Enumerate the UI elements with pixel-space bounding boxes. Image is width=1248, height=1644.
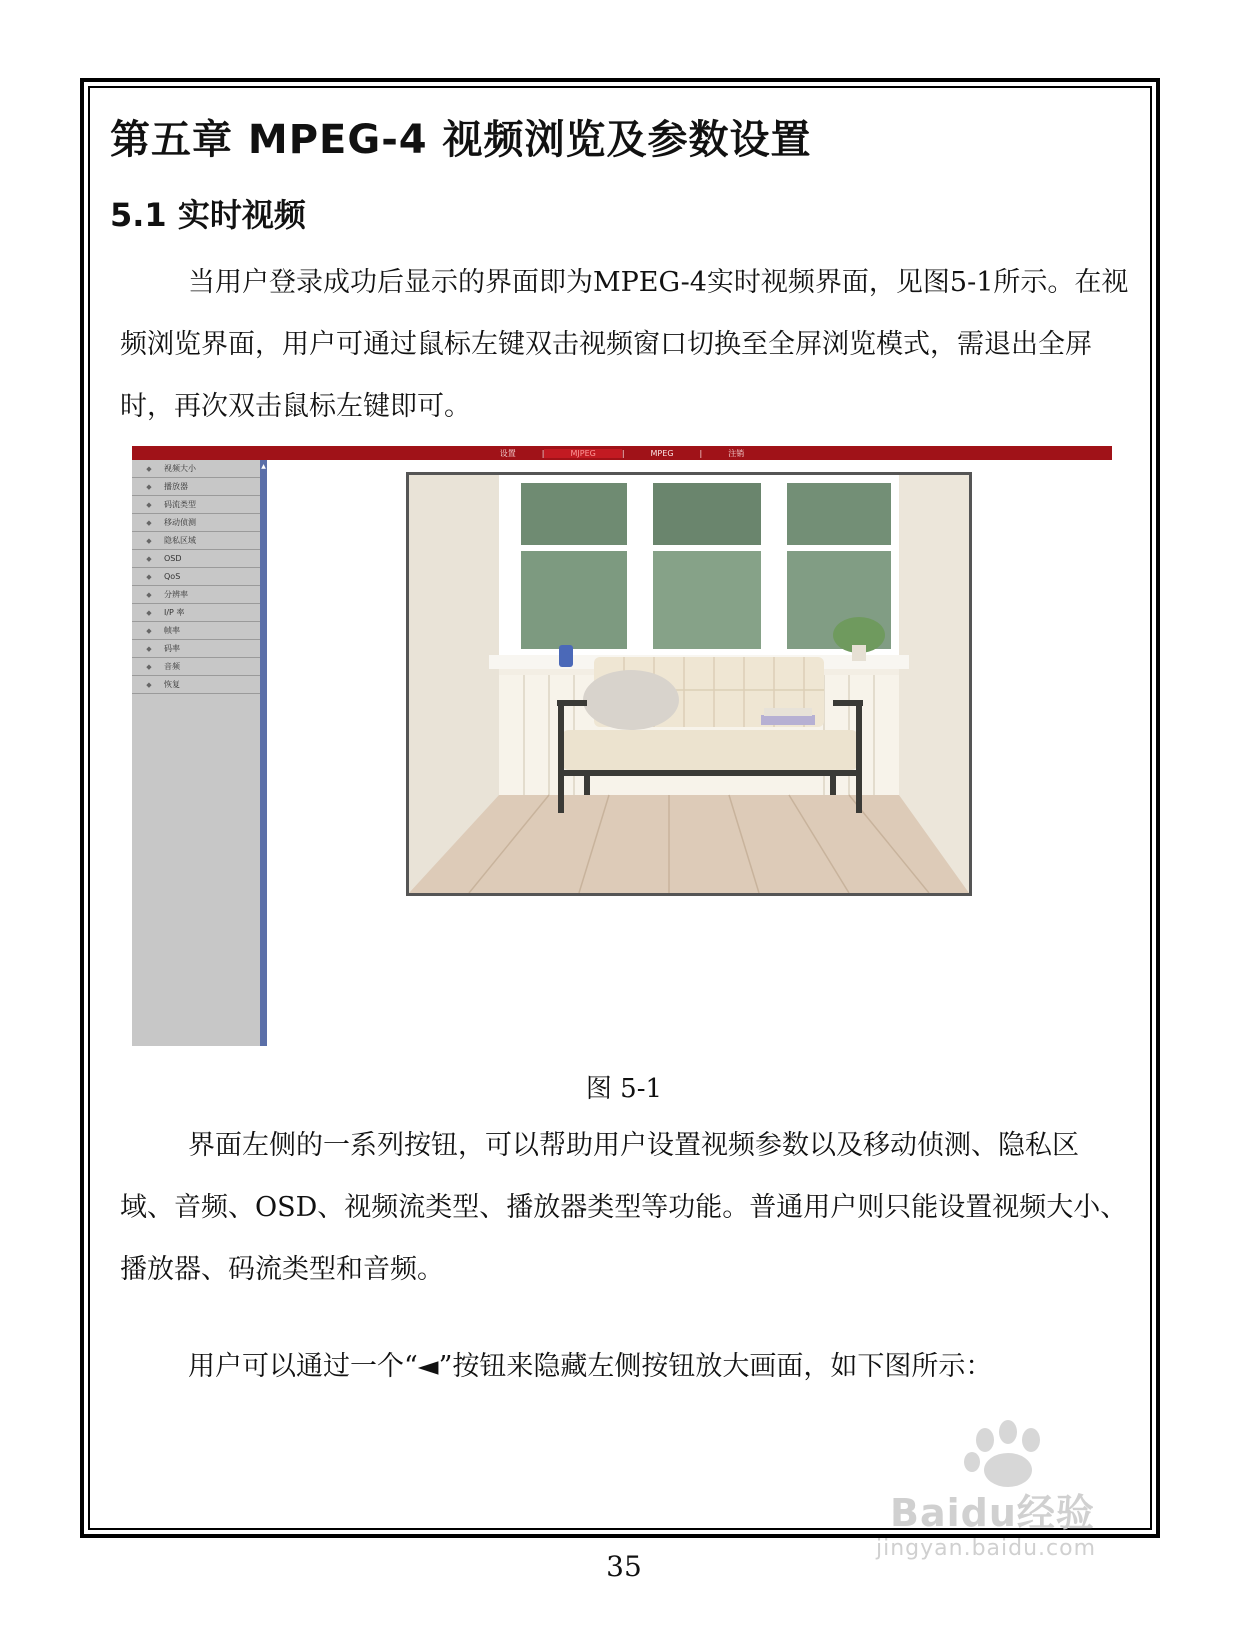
bullet-icon: ◆	[146, 536, 152, 545]
video-frame-image	[409, 475, 969, 893]
sidebar-item-label: 码流类型	[164, 500, 196, 509]
sidebar-item-label: 帧率	[164, 626, 180, 635]
sidebar-item-label: I/P 率	[164, 608, 185, 617]
bullet-icon: ◆	[146, 482, 152, 491]
sidebar-item-label: 码率	[164, 644, 180, 653]
settings-sidebar	[132, 460, 260, 1046]
bullet-icon: ◆	[146, 608, 152, 617]
figure-web-ui	[132, 446, 1112, 1046]
sidebar-item-label: 移动侦测	[164, 518, 196, 527]
sidebar-item-osd[interactable]	[132, 550, 260, 568]
top-nav-bar	[132, 446, 1112, 460]
baidu-watermark	[870, 1420, 1170, 1560]
watermark-logo: Baidu经验	[890, 1491, 1095, 1535]
nav-logout[interactable]: 注销	[728, 448, 745, 458]
nav-settings[interactable]: 设置	[499, 448, 516, 458]
live-video-window[interactable]	[406, 472, 972, 896]
sidebar-scrollbar[interactable]	[260, 460, 267, 1046]
bullet-icon: ◆	[146, 518, 152, 527]
nav-mpeg[interactable]: MPEG	[650, 448, 674, 458]
sidebar-item-bit-rate[interactable]	[132, 640, 260, 658]
nav-mjpeg[interactable]: MJPEG	[544, 449, 621, 458]
intro-paragraph: 当用户登录成功后显示的界面即为MPEG-4实时视频界面，见图5-1所示。在视频浏览界面，用户可通过鼠标左键双击视频窗口切换至全屏浏览模式，需退出全屏时，再次双击鼠标左键即可。	[120, 267, 1129, 422]
sidebar-item-video-size[interactable]	[132, 460, 260, 478]
sidebar-item-label: 隐私区域	[164, 536, 196, 545]
sidebar-item-label: OSD	[164, 554, 182, 563]
bullet-icon: ◆	[146, 680, 152, 689]
bullet-icon: ◆	[146, 626, 152, 635]
watermark-url: jingyan.baidu.com	[876, 1536, 1097, 1561]
bullet-icon: ◆	[146, 662, 152, 671]
sidebar-item-label: 分辨率	[164, 590, 188, 599]
sidebar-item-label: 恢复	[164, 680, 180, 689]
sidebar-description-paragraph: 界面左侧的一系列按钮，可以帮助用户设置视频参数以及移动侦测、隐私区域、音频、OSD、视频流类型、播放器类型等功能。普通用户则只能设置视频大小、播放器、码流类型和音频。	[120, 1130, 1128, 1285]
bullet-icon: ◆	[146, 464, 152, 473]
section-title: 5.1 实时视频	[110, 196, 306, 234]
nav-separator: |	[541, 448, 545, 458]
paw-icon	[950, 1420, 1070, 1490]
sidebar-item-label: 播放器	[164, 482, 188, 491]
hide-sidebar-paragraph: 用户可以通过一个“◄”按钮来隐藏左侧按钮放大画面，如下图所示：	[188, 1351, 993, 1382]
sidebar-item-label: 视频大小	[164, 464, 196, 473]
sidebar-item-label: QoS	[164, 572, 181, 581]
sidebar-item-audio[interactable]	[132, 658, 260, 676]
bullet-icon: ◆	[146, 572, 152, 581]
sidebar-item-qos[interactable]	[132, 568, 260, 586]
nav-separator: |	[699, 448, 703, 458]
bullet-icon: ◆	[146, 590, 152, 599]
page-number: 35	[606, 1550, 642, 1583]
chapter-title: 第五章 MPEG-4 视频浏览及参数设置	[110, 117, 812, 163]
bullet-icon: ◆	[146, 554, 152, 563]
sidebar-item-player[interactable]	[132, 478, 260, 496]
sidebar-item-resolution[interactable]	[132, 586, 260, 604]
bullet-icon: ◆	[146, 500, 152, 509]
sidebar-item-motion-detect[interactable]	[132, 514, 260, 532]
bullet-icon: ◆	[146, 644, 152, 653]
sidebar-item-frame-rate[interactable]	[132, 622, 260, 640]
scroll-up-arrow-icon[interactable]: ▲	[261, 463, 266, 470]
sidebar-item-privacy-zone[interactable]	[132, 532, 260, 550]
sidebar-item-label: 音频	[164, 662, 180, 671]
nav-separator: |	[621, 448, 625, 458]
sidebar-item-stream-type[interactable]	[132, 496, 260, 514]
sidebar-item-restore[interactable]	[132, 676, 260, 694]
figure-caption: 图 5-1	[585, 1074, 663, 1104]
sidebar-item-ip-rate[interactable]	[132, 604, 260, 622]
